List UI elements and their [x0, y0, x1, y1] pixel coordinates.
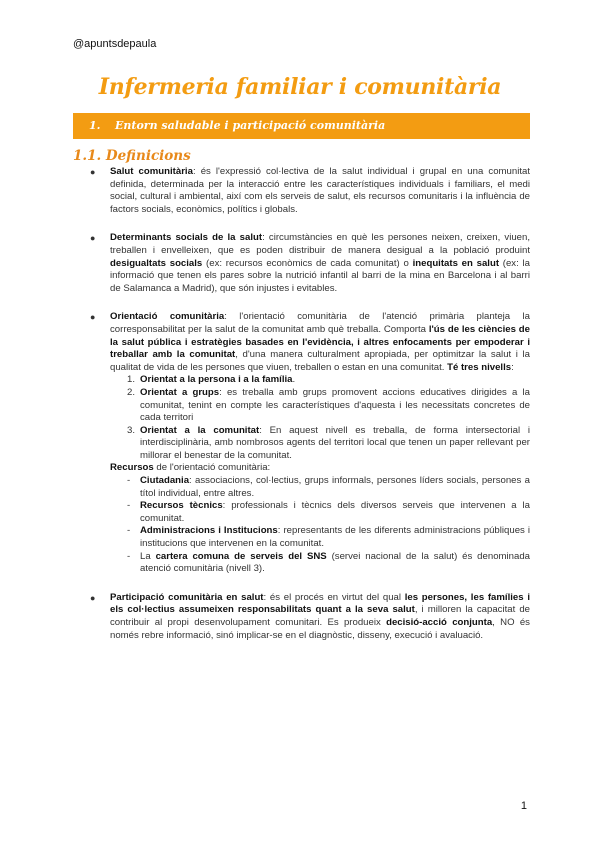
subsection-title: 1.1. Definicions [73, 148, 191, 164]
definition-text: , i milloren la capacitat de contribuir al propi desenvolupament comunitari. Es produeix [110, 604, 530, 628]
resource-text: : representants de les diferents administracions públiques i institucions que intervenen en la comunitat. [140, 525, 531, 550]
bullet: ● [90, 167, 96, 177]
resources-list [110, 475, 530, 576]
page-title: Infermeria familiar i comunitària [98, 74, 502, 100]
level-number: 1. [127, 374, 136, 386]
definition-text: : [511, 361, 514, 373]
definition-text: : l'orientació comunitària de l'atenció primària planteja la corresponsabilitat per la salut de la comunitat amb què treballa. Comporta [110, 311, 530, 335]
bullet: ● [90, 592, 96, 603]
definition-text: (ex: la informació que tenen els pares sobre la nutrició infantil al barri de la mina en Barcelona i al barri de Salamanca a Madrid), que són injustes i evitables. [110, 257, 530, 294]
definition-text: : circumstàncies en què les persones neixen, creixen, viuen, treballen i envelleixen, que es poden distribuir de manera desigual a la població produint [110, 232, 530, 256]
level-term: Orientat a la persona i a la família [140, 374, 293, 386]
bullet: ● [90, 233, 96, 244]
level-number: 3. [127, 424, 136, 436]
dash: - [127, 475, 131, 487]
level-text: . [292, 374, 296, 386]
level-item [110, 425, 530, 463]
bullet: ● [90, 312, 96, 323]
resource-text: : professionals i tècnics dels diversos serveis que intervenen a la comunitat. [140, 500, 530, 524]
level-text: : En aquest nivell es treballa, de forma intersectorial i interdisciplinària, amb nombrosos agents del territori local que tenen un paper rellevant per millorar el benestar de la comunitat. [140, 424, 530, 461]
resource-term: Ciutadania [140, 475, 190, 487]
resources-heading [73, 462, 530, 575]
term: Salut comunitària [110, 166, 193, 177]
definition-text: , d'una manera culturalment apropiada, per optimitzar la salut i la qualitat de vida de les persones que viuen, treballen o estan en una comunitat. [110, 349, 530, 373]
resource-item [110, 525, 530, 550]
resource-term: cartera comuna de serveis del SNS [155, 550, 327, 562]
resource-term: Administracions i Institucions [140, 525, 278, 537]
dash: - [127, 550, 131, 562]
resource-prefix: La [140, 550, 156, 562]
level-term: Orientat a la comunitat [140, 424, 260, 436]
definition-text: , NO és només rebre informació, sinó implicar-se en el diagnòstic, disseny, execució i avaluació. [110, 617, 530, 641]
dash: - [127, 525, 131, 537]
emphasis: decisió-acció conjunta [386, 617, 493, 628]
resources-term: Recursos [110, 462, 154, 474]
resource-text: (servei nacional de la salut) és denominada atenció comunitària (nivell 3). [140, 550, 530, 575]
definition-orientacio-comunitaria [73, 311, 530, 462]
resources-text: de l'orientació comunitària: [153, 462, 271, 474]
emphasis: l'ús de les ciències de la salut pública i estratègies basades en l'evidència, i altres enfocaments per empoderar i treballar amb la comunitat [110, 323, 530, 361]
section-title: Entorn saludable i participació comunitària [115, 119, 386, 132]
section-number: 1. [89, 119, 101, 132]
term: Orientació comunitària [110, 311, 225, 323]
level-item [110, 374, 530, 387]
level-item [110, 387, 530, 425]
definition-salut-comunitaria [73, 166, 530, 216]
dash: - [127, 500, 131, 512]
resource-item [110, 475, 530, 500]
definition-text: : és l'expressió col·lectiva de la salut individual i grupal en una comunitat definida, determinada per la interacció entre les característiques individuals i familiars, el medi social, cultural i ambiental, així com els serveis de salut, els recursos comunitaris i la influència de factors socials, econòmics, polítics i globals. [110, 166, 531, 215]
section-banner [73, 113, 530, 139]
definition-text: (ex: recursos econòmics de cada comunitat) o [202, 257, 413, 269]
definition-determinants-socials [73, 232, 530, 295]
level-number: 2. [127, 386, 136, 398]
levels-list [110, 374, 530, 462]
emphasis: les persones, les famílies i els col·lectius assumeixen responsabilitats quant a la seva salut [110, 591, 530, 616]
emphasis: inequitats en salut [412, 257, 500, 269]
level-text: : es treballa amb grups promovent accions educatives dirigides a la comunitat, tenint en compte les característiques d'aquesta i les necessitats concretes de cada territori [140, 386, 530, 424]
definitions-list [73, 166, 530, 642]
resource-term: Recursos tècnics [140, 500, 223, 512]
emphasis: Té tres nivells [447, 361, 512, 373]
term: Participació comunitària en salut [110, 591, 264, 603]
term: Determinants socials de la salut [110, 232, 263, 244]
definition-text: : és el procés en virtut del qual [263, 591, 405, 603]
page-number: 1 [520, 800, 527, 812]
level-term: Orientat a grups [140, 386, 220, 398]
emphasis: desigualtats socials [110, 257, 203, 269]
resource-item [110, 500, 530, 525]
resource-text: : associacions, col·lectius, grups informals, persones líders socials, persones a títol individual, entre altres. [140, 475, 530, 499]
resource-item [110, 551, 530, 576]
definition-participacio-comunitaria [73, 592, 530, 642]
author-handle: @apuntsdepaula [73, 38, 157, 50]
